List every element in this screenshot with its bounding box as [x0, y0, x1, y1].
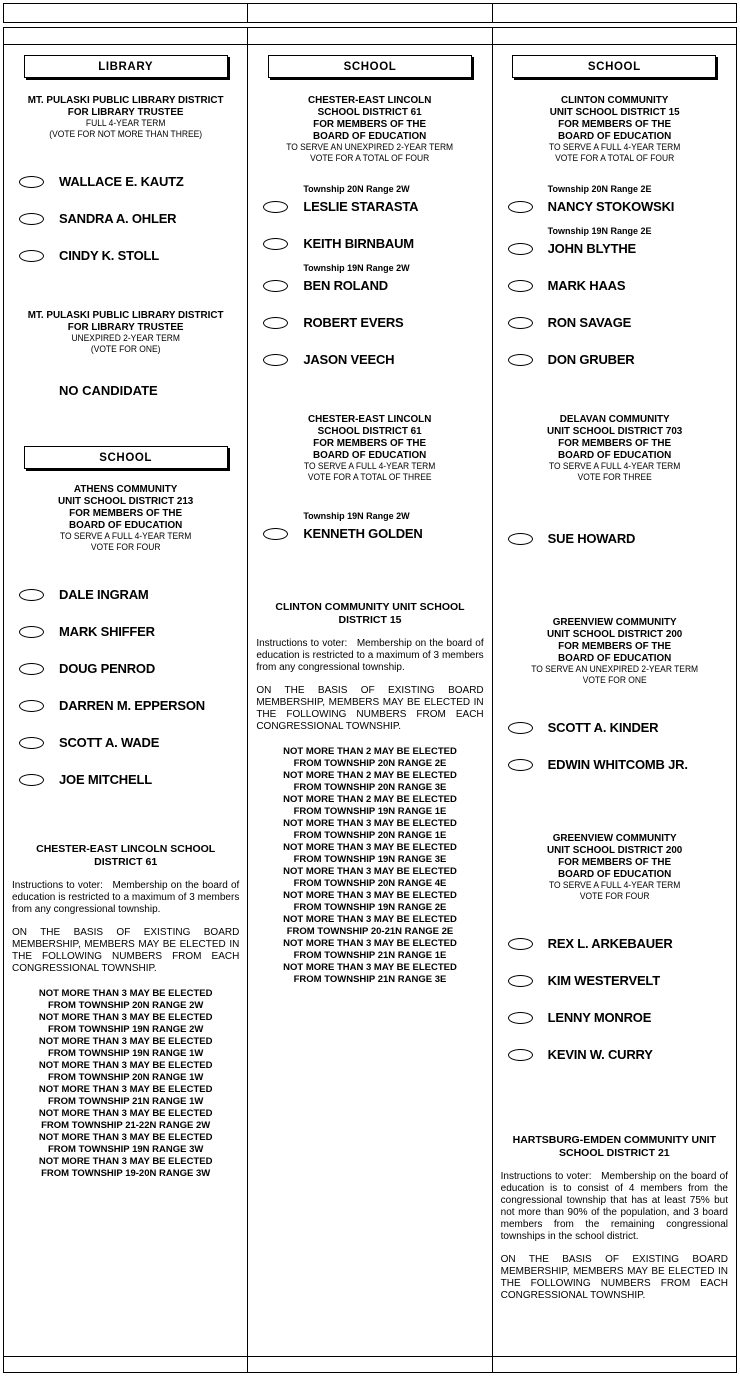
ballot-oval[interactable]	[508, 243, 533, 255]
instructions-title: CLINTON COMMUNITY UNIT SCHOOL	[275, 601, 465, 613]
race-header-clinton-15	[507, 94, 723, 164]
candidate-name: EDWIN WHITCOMB JR.	[547, 757, 688, 772]
race-header-library-trustee-unexpired	[18, 309, 234, 355]
race-header-delavan-703	[507, 413, 723, 483]
race-vote-for-line: VOTE FOR THREE	[577, 472, 652, 482]
ballot-oval[interactable]	[508, 1012, 533, 1024]
ballot-oval[interactable]	[19, 250, 44, 262]
ballot-oval[interactable]	[508, 201, 533, 213]
note-line: NOT MORE THAN 3 MAY BE ELECTED	[38, 988, 213, 999]
note-line: FROM TOWNSHIP 19N RANGE 1W	[47, 1048, 204, 1059]
race-district-line: UNIT SCHOOL DISTRICT 213	[58, 495, 194, 507]
candidate-row	[500, 1047, 729, 1062]
race-office-line: FOR MEMBERS OF THE	[557, 437, 671, 449]
race-header-athens-213	[18, 483, 234, 553]
candidate-name: SCOTT A. KINDER	[547, 720, 659, 735]
candidate-row	[11, 772, 240, 787]
instructions-title: CHESTER-EAST LINCOLN SCHOOL	[36, 843, 216, 855]
ballot-column-1	[4, 28, 248, 1372]
timing-band-cell	[248, 4, 492, 22]
note-line: FROM TOWNSHIP 20N RANGE 1E	[293, 830, 447, 841]
instructions-paragraph: Instructions to voter: Membership on the board of education is restricted to a maximum of 3 members from any congressional township.	[12, 880, 240, 915]
candidate-name: WALLACE E. KAUTZ	[59, 174, 184, 189]
candidate-row	[255, 315, 484, 330]
candidate-name: RON SAVAGE	[547, 315, 632, 330]
township-limit-notes	[11, 988, 240, 1180]
race-district-line: CHESTER-EAST LINCOLN	[308, 94, 432, 106]
candidate-row	[500, 352, 729, 367]
ballot-oval[interactable]	[263, 238, 288, 250]
instructions-paragraph: Instructions to voter: Membership on the board of education is restricted to a maximum of 3 members from any congressional township.	[256, 638, 484, 673]
candidate-name: SCOTT A. WADE	[59, 735, 160, 750]
race-term-line: TO SERVE A FULL 4-YEAR TERM	[548, 142, 680, 152]
candidate-name: NANCY STOKOWSKI	[547, 199, 675, 214]
note-line: NOT MORE THAN 3 MAY BE ELECTED	[38, 1132, 213, 1143]
race-vote-for-line: (VOTE FOR NOT MORE THAN THREE)	[49, 129, 203, 139]
instructions-title: SCHOOL DISTRICT 21	[558, 1147, 670, 1159]
candidate-name: MARK HAAS	[547, 278, 626, 293]
candidate-row	[11, 174, 240, 189]
ballot-oval[interactable]	[263, 354, 288, 366]
race-office-line: BOARD OF EDUCATION	[557, 652, 671, 664]
column-top-strip	[4, 28, 247, 45]
note-line: NOT MORE THAN 2 MAY BE ELECTED	[283, 746, 457, 757]
instructions-paragraph: ON THE BASIS OF EXISTING BOARD MEMBERSHIP, MEMBERS MAY BE ELECTED IN THE FOLLOWING NUMBERS FROM EACH CONGRESSIONAL TOWNSHIP.	[12, 927, 240, 974]
race-district-line: GREENVIEW COMMUNITY	[552, 616, 677, 628]
race-district-line: SCHOOL DISTRICT 61	[317, 106, 422, 118]
instructions-paragraph: ON THE BASIS OF EXISTING BOARD MEMBERSHIP, MEMBERS MAY BE ELECTED IN THE FOLLOWING NUMBERS FROM EACH CONGRESSIONAL TOWNSHIP.	[500, 1254, 728, 1301]
race-office-line: FOR MEMBERS OF THE	[557, 856, 671, 868]
note-line: FROM TOWNSHIP 21N RANGE 1E	[293, 950, 447, 961]
note-line: NOT MORE THAN 3 MAY BE ELECTED	[38, 1060, 213, 1071]
candidate-name: ROBERT EVERS	[303, 315, 404, 330]
race-office-line: BOARD OF EDUCATION	[313, 130, 427, 142]
race-vote-for-line: VOTE FOR A TOTAL OF FOUR	[554, 153, 674, 163]
race-district-line: CHESTER-EAST LINCOLN	[308, 413, 432, 425]
note-line: FROM TOWNSHIP 19N RANGE 2W	[47, 1024, 204, 1035]
candidate-name: DALE INGRAM	[59, 587, 149, 602]
candidate-name: DON GRUBER	[547, 352, 635, 367]
race-district-line: DELAVAN COMMUNITY	[559, 413, 670, 425]
candidate-row	[255, 526, 484, 541]
section-header-label: LIBRARY	[98, 61, 154, 73]
race-district-line: ATHENS COMMUNITY	[73, 483, 178, 495]
race-vote-for-line: VOTE FOR FOUR	[90, 542, 161, 552]
note-line: NOT MORE THAN 3 MAY BE ELECTED	[283, 914, 457, 925]
column-bottom-strip	[493, 1356, 736, 1372]
race-header-greenview-full	[507, 832, 723, 902]
candidate-row	[500, 757, 729, 772]
section-header-label: SCHOOL	[99, 452, 153, 464]
candidate-row	[11, 211, 240, 226]
column-1-content	[4, 45, 247, 1180]
note-line: NOT MORE THAN 3 MAY BE ELECTED	[38, 1084, 213, 1095]
column-top-strip	[248, 28, 491, 45]
note-line: FROM TOWNSHIP 20N RANGE 2E	[293, 758, 447, 769]
candidate-name: CINDY K. STOLL	[59, 248, 160, 263]
ballot-oval[interactable]	[263, 528, 288, 540]
ballot-oval[interactable]	[508, 938, 533, 950]
ballot-oval[interactable]	[508, 354, 533, 366]
note-line: NOT MORE THAN 3 MAY BE ELECTED	[283, 962, 457, 973]
race-header-chester-unexpired	[262, 94, 478, 164]
ballot-oval[interactable]	[19, 737, 44, 749]
race-header-library-trustee-full	[18, 94, 234, 140]
township-limit-notes	[255, 746, 484, 986]
note-line: NOT MORE THAN 3 MAY BE ELECTED	[283, 866, 457, 877]
race-vote-for-line: VOTE FOR FOUR	[579, 891, 650, 901]
race-district-line: UNIT SCHOOL DISTRICT 200	[546, 844, 682, 856]
race-vote-for-line: VOTE FOR A TOTAL OF FOUR	[310, 153, 430, 163]
race-district-line: MT. PULASKI PUBLIC LIBRARY DISTRICT	[27, 309, 224, 321]
column-2-content	[248, 45, 491, 986]
note-line: FROM TOWNSHIP 19N RANGE 3E	[293, 854, 447, 865]
ballot-oval[interactable]	[19, 213, 44, 225]
ballot-oval[interactable]	[508, 759, 533, 771]
note-line: NOT MORE THAN 3 MAY BE ELECTED	[38, 1156, 213, 1167]
candidate-row	[500, 531, 729, 546]
race-office-line: BOARD OF EDUCATION	[557, 449, 671, 461]
candidate-name: SUE HOWARD	[547, 531, 636, 546]
candidate-row	[500, 315, 729, 330]
candidate-name: JOE MITCHELL	[59, 772, 152, 787]
instructions-title: DISTRICT 61	[94, 856, 158, 868]
race-district-line: SCHOOL DISTRICT 61	[317, 425, 422, 437]
note-line: FROM TOWNSHIP 21N RANGE 3E	[293, 974, 447, 985]
race-vote-for-line: (VOTE FOR ONE)	[90, 344, 161, 354]
note-line: FROM TOWNSHIP 20-21N RANGE 2E	[286, 926, 454, 937]
candidate-row	[500, 199, 729, 214]
candidate-name: KIM WESTERVELT	[547, 973, 660, 988]
ballot-column-3	[493, 28, 736, 1372]
race-district-line: UNIT SCHOOL DISTRICT 200	[546, 628, 682, 640]
candidate-row	[255, 352, 484, 367]
no-candidate-text: NO CANDIDATE	[59, 383, 158, 398]
ballot-oval[interactable]	[19, 176, 44, 188]
race-vote-for-line: VOTE FOR A TOTAL OF THREE	[308, 472, 432, 482]
instructions-paragraph: ON THE BASIS OF EXISTING BOARD MEMBERSHIP, MEMBERS MAY BE ELECTED IN THE FOLLOWING NUMBERS FROM EACH CONGRESSIONAL TOWNSHIP.	[256, 685, 484, 732]
candidate-row	[500, 278, 729, 293]
race-vote-for-line: VOTE FOR ONE	[582, 675, 647, 685]
race-office-line: BOARD OF EDUCATION	[68, 519, 183, 531]
candidate-name: JASON VEECH	[303, 352, 395, 367]
ballot-oval[interactable]	[263, 317, 288, 329]
note-line: FROM TOWNSHIP 19-20N RANGE 3W	[41, 1168, 211, 1179]
township-label: Township 19N Range 2W	[303, 263, 410, 273]
race-header-chester-full	[262, 413, 478, 483]
ballot-oval[interactable]	[508, 722, 533, 734]
candidate-row	[11, 624, 240, 639]
race-office-line: FOR MEMBERS OF THE	[557, 118, 671, 130]
ballot-column-2	[248, 28, 492, 1372]
candidate-name: KENNETH GOLDEN	[303, 526, 423, 541]
township-label: Township 20N Range 2W	[303, 184, 410, 194]
candidate-name: REX L. ARKEBAUER	[547, 936, 673, 951]
instructions-title: HARTSBURG-EMDEN COMMUNITY UNIT	[512, 1134, 717, 1146]
candidate-name: SANDRA A. OHLER	[59, 211, 177, 226]
note-line: FROM TOWNSHIP 20N RANGE 4E	[293, 878, 447, 889]
note-line: FROM TOWNSHIP 19N RANGE 2E	[293, 902, 447, 913]
note-line: FROM TOWNSHIP 19N RANGE 1E	[293, 806, 447, 817]
race-term-line: UNEXPIRED 2-YEAR TERM	[71, 333, 180, 343]
ballot-oval[interactable]	[508, 975, 533, 987]
race-district-line: GREENVIEW COMMUNITY	[552, 832, 677, 844]
ballot-oval[interactable]	[19, 626, 44, 638]
instructions-title: DISTRICT 15	[338, 614, 402, 626]
candidate-name: DOUG PENROD	[59, 661, 156, 676]
race-term-line: TO SERVE A FULL 4-YEAR TERM	[548, 461, 680, 471]
note-line: NOT MORE THAN 2 MAY BE ELECTED	[283, 794, 457, 805]
note-line: NOT MORE THAN 3 MAY BE ELECTED	[283, 890, 457, 901]
timing-band-top	[3, 3, 737, 23]
candidate-row	[255, 199, 484, 214]
race-district-line: CLINTON COMMUNITY	[560, 94, 668, 106]
candidate-row	[500, 241, 729, 256]
race-office-line: FOR MEMBERS OF THE	[313, 437, 427, 449]
ballot-oval[interactable]	[19, 589, 44, 601]
note-line: NOT MORE THAN 3 MAY BE ELECTED	[283, 938, 457, 949]
ballot-oval[interactable]	[19, 774, 44, 786]
ballot-oval[interactable]	[508, 533, 533, 545]
section-header-library	[24, 55, 228, 78]
race-term-line: TO SERVE AN UNEXPIRED 2-YEAR TERM	[286, 142, 454, 152]
race-office-line: BOARD OF EDUCATION	[557, 868, 671, 880]
township-label: Township 20N Range 2E	[547, 184, 652, 194]
timing-band-cell	[493, 4, 736, 22]
race-office-line: BOARD OF EDUCATION	[557, 130, 671, 142]
column-top-strip	[493, 28, 736, 45]
note-line: FROM TOWNSHIP 19N RANGE 3W	[47, 1144, 204, 1155]
note-line: NOT MORE THAN 3 MAY BE ELECTED	[38, 1012, 213, 1023]
race-office-line: FOR MEMBERS OF THE	[69, 507, 183, 519]
race-office-line: BOARD OF EDUCATION	[313, 449, 427, 461]
section-header-label: SCHOOL	[343, 61, 397, 73]
ballot-oval[interactable]	[508, 317, 533, 329]
race-term-line: TO SERVE A FULL 4-YEAR TERM	[304, 461, 436, 471]
candidate-row	[255, 278, 484, 293]
candidate-name: MARK SHIFFER	[59, 624, 155, 639]
race-district-line: UNIT SCHOOL DISTRICT 15	[549, 106, 680, 118]
candidate-row	[11, 698, 240, 713]
note-line: NOT MORE THAN 3 MAY BE ELECTED	[38, 1108, 213, 1119]
race-district-line: MT. PULASKI PUBLIC LIBRARY DISTRICT	[27, 94, 224, 106]
candidate-name: KEITH BIRNBAUM	[303, 236, 414, 251]
note-line: FROM TOWNSHIP 21N RANGE 1W	[47, 1096, 204, 1107]
instructions-clinton-15	[255, 601, 484, 986]
township-label: Township 19N Range 2W	[303, 511, 410, 521]
candidate-name: DARREN M. EPPERSON	[59, 698, 205, 713]
ballot-oval[interactable]	[263, 201, 288, 213]
timing-band-cell	[4, 4, 248, 22]
candidate-row	[11, 587, 240, 602]
race-office-line: FOR MEMBERS OF THE	[313, 118, 427, 130]
ballot-oval[interactable]	[508, 280, 533, 292]
note-line: FROM TOWNSHIP 20N RANGE 2W	[47, 1000, 204, 1011]
instructions-chester-east-lincoln	[11, 843, 240, 1180]
township-label: Township 19N Range 2E	[547, 226, 652, 236]
race-term-line: TO SERVE A FULL 4-YEAR TERM	[59, 531, 192, 541]
column-3-content	[493, 45, 736, 1302]
race-term-line: FULL 4-YEAR TERM	[85, 118, 166, 128]
race-header-greenview-unexpired	[507, 616, 723, 686]
race-office-line: FOR LIBRARY TRUSTEE	[67, 321, 184, 333]
candidate-name: LESLIE STARASTA	[303, 199, 419, 214]
candidate-name: KEVIN W. CURRY	[547, 1047, 653, 1062]
candidate-name: LENNY MONROE	[547, 1010, 652, 1025]
ballot-body	[3, 27, 737, 1373]
note-line: NOT MORE THAN 2 MAY BE ELECTED	[283, 770, 457, 781]
column-bottom-strip	[4, 1356, 247, 1372]
note-line: NOT MORE THAN 3 MAY BE ELECTED	[38, 1036, 213, 1047]
candidate-row	[11, 248, 240, 263]
section-header-school	[24, 446, 228, 469]
race-office-line: FOR MEMBERS OF THE	[557, 640, 671, 652]
ballot-oval[interactable]	[508, 1049, 533, 1061]
race-district-line: UNIT SCHOOL DISTRICT 703	[546, 425, 682, 437]
ballot-oval[interactable]	[19, 700, 44, 712]
candidate-row	[500, 936, 729, 951]
candidate-row	[500, 973, 729, 988]
race-term-line: TO SERVE AN UNEXPIRED 2-YEAR TERM	[530, 664, 698, 674]
candidate-row	[11, 661, 240, 676]
note-line: NOT MORE THAN 3 MAY BE ELECTED	[283, 842, 457, 853]
note-line: FROM TOWNSHIP 20N RANGE 1W	[47, 1072, 204, 1083]
candidate-row	[500, 1010, 729, 1025]
race-term-line: TO SERVE A FULL 4-YEAR TERM	[548, 880, 680, 890]
note-line: FROM TOWNSHIP 20N RANGE 3E	[293, 782, 447, 793]
section-header-school	[512, 55, 716, 78]
candidate-name: BEN ROLAND	[303, 278, 388, 293]
candidate-row	[255, 236, 484, 251]
note-line: NOT MORE THAN 3 MAY BE ELECTED	[283, 818, 457, 829]
section-header-school	[268, 55, 472, 78]
ballot-oval[interactable]	[263, 280, 288, 292]
column-bottom-strip	[248, 1356, 491, 1372]
candidate-row	[11, 735, 240, 750]
candidate-row	[500, 720, 729, 735]
instructions-paragraph: Instructions to voter: Membership on the board of education is to consist of 4 members from the congressional township that has at least 75% but not more than 90% of the population, and 3 board members from the remaining congressional townships in the school district.	[500, 1171, 728, 1242]
note-line: FROM TOWNSHIP 21-22N RANGE 2W	[41, 1120, 211, 1131]
ballot-oval[interactable]	[19, 663, 44, 675]
candidate-name: JOHN BLYTHE	[547, 241, 636, 256]
section-header-label: SCHOOL	[587, 61, 641, 73]
race-office-line: FOR LIBRARY TRUSTEE	[67, 106, 184, 118]
instructions-hartsburg-emden	[500, 1134, 729, 1302]
